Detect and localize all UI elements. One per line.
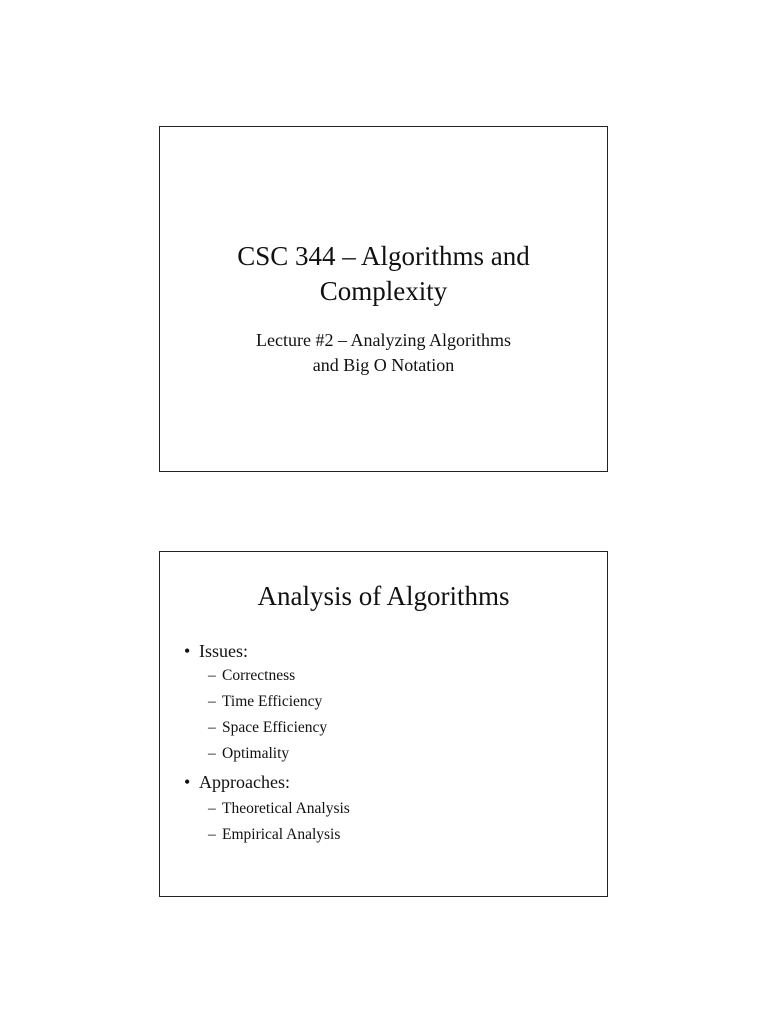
- dash-icon: –: [208, 826, 216, 843]
- list-item-label: Correctness: [222, 667, 296, 684]
- slide-subtitle: [160, 328, 607, 378]
- list-item: [208, 666, 295, 686]
- dash-icon: –: [208, 745, 216, 762]
- list-item: [208, 692, 322, 712]
- slide-title: Analysis of Algorithms: [257, 581, 510, 611]
- bullet-issues: [184, 640, 248, 662]
- bullet-icon: •: [184, 641, 191, 661]
- dash-icon: –: [208, 667, 216, 684]
- subtitle-line-1: Lecture #2 – Analyzing Algorithms: [256, 330, 511, 350]
- list-item: [208, 799, 350, 819]
- list-item: [208, 825, 340, 845]
- title-line-2: Complexity: [319, 276, 448, 306]
- list-item-label: Empirical Analysis: [222, 826, 341, 843]
- list-item-label: Time Efficiency: [222, 693, 323, 710]
- list-item: [208, 718, 327, 738]
- slide-title: [160, 239, 607, 309]
- bullet-icon: •: [184, 772, 191, 792]
- bullet-label: Issues:: [199, 641, 248, 661]
- dash-icon: –: [208, 800, 216, 817]
- bullet-label: Approaches:: [199, 772, 290, 792]
- title-line-1: CSC 344 – Algorithms and: [237, 241, 530, 271]
- bullet-approaches: [184, 771, 290, 793]
- list-item: [208, 744, 289, 764]
- list-item-label: Theoretical Analysis: [222, 800, 350, 817]
- dash-icon: –: [208, 719, 216, 736]
- list-item-label: Optimality: [222, 745, 290, 762]
- dash-icon: –: [208, 693, 216, 710]
- title-slide: [159, 126, 608, 472]
- subtitle-line-2: and Big O Notation: [312, 355, 455, 375]
- list-item-label: Space Efficiency: [222, 719, 328, 736]
- analysis-slide: [159, 551, 608, 897]
